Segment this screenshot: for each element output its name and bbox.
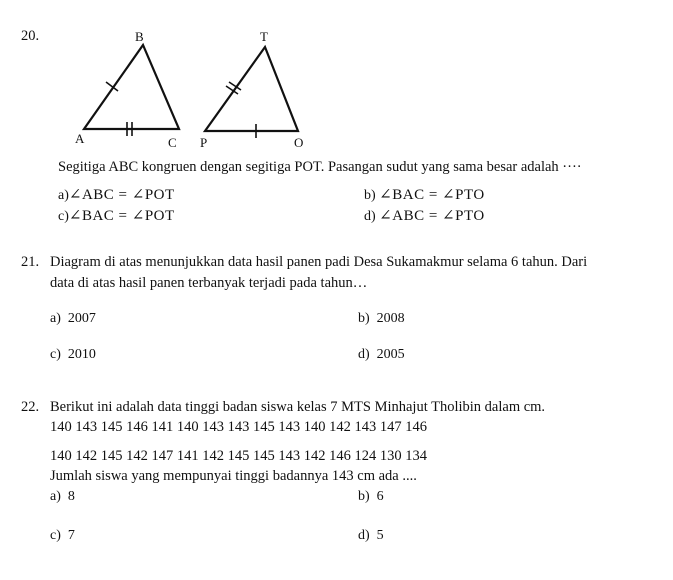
option-text: ∠BAC = ∠PTO	[379, 187, 485, 203]
option-letter: d)	[358, 347, 370, 362]
option-21-a[interactable]	[50, 310, 96, 328]
option-text: ∠ABC = ∠POT	[68, 187, 175, 203]
question-22-text: Jumlah siswa yang mempunyai tinggi badannya 143 cm ada ....	[50, 468, 417, 484]
option-letter: b)	[358, 489, 370, 504]
option-letter: b)	[358, 311, 370, 326]
option-20-c[interactable]	[58, 207, 175, 226]
option-21-d[interactable]	[358, 346, 405, 364]
vertex-label-t: T	[260, 29, 268, 44]
option-letter: c)	[50, 528, 61, 543]
option-text: 5	[376, 528, 384, 543]
option-text: ∠BAC = ∠POT	[68, 208, 175, 224]
triangle-abc	[84, 45, 179, 129]
vertex-label-p: P	[200, 135, 208, 150]
vertex-label-b: B	[135, 29, 144, 44]
question-number-22: 22.	[21, 399, 40, 415]
option-20-d[interactable]	[364, 207, 485, 226]
option-text: 8	[67, 489, 75, 504]
option-text: 6	[376, 489, 384, 504]
vertex-label-a: A	[75, 131, 85, 146]
option-text: 2008	[376, 311, 405, 326]
option-22-c[interactable]	[50, 527, 75, 545]
option-22-b[interactable]	[358, 488, 384, 506]
option-letter: a)	[58, 188, 69, 203]
option-text: 2007	[67, 311, 96, 326]
option-21-b[interactable]	[358, 310, 405, 328]
option-22-a[interactable]	[50, 488, 75, 506]
option-text: 7	[67, 528, 75, 543]
question-21-line-1: Diagram di atas menunjukkan data hasil panen padi Desa Sukamakmur selama 6 tahun. Dari	[50, 254, 588, 270]
question-number-21: 21.	[21, 254, 40, 270]
option-20-a[interactable]	[58, 186, 175, 205]
option-text: ∠ABC = ∠PTO	[379, 208, 485, 224]
triangle-pot	[205, 47, 298, 131]
option-letter: d)	[364, 209, 376, 224]
option-22-d[interactable]	[358, 527, 384, 545]
question-20-text: Segitiga ABC kongruen dengan segitiga POT. Pasangan sudut yang sama besar adalah ····	[58, 159, 582, 175]
question-21-line-2: data di atas hasil panen terbanyak terjadi pada tahun…	[50, 275, 368, 291]
option-letter: a)	[50, 311, 61, 326]
height-data-line-1: 140 143 145 146 141 140 143 143 145 143 140 142 143 147 146	[50, 419, 427, 435]
option-letter: c)	[50, 347, 61, 362]
option-letter: a)	[50, 489, 61, 504]
question-number-20: 20.	[21, 28, 40, 44]
vertex-label-o: O	[294, 135, 304, 150]
congruent-triangles-figure	[60, 25, 360, 155]
option-text: 2010	[67, 347, 96, 362]
option-20-b[interactable]	[364, 186, 485, 205]
question-22-line-1: Berikut ini adalah data tinggi badan siswa kelas 7 MTS Minhajut Tholibin dalam cm.	[50, 399, 546, 415]
option-letter: c)	[58, 209, 69, 224]
option-letter: b)	[364, 188, 376, 203]
vertex-label-c: C	[168, 135, 177, 150]
option-text: 2005	[376, 347, 405, 362]
height-data-line-2: 140 142 145 142 147 141 142 145 145 143 142 146 124 130 134	[50, 448, 427, 464]
option-letter: d)	[358, 528, 370, 543]
option-21-c[interactable]	[50, 346, 96, 364]
